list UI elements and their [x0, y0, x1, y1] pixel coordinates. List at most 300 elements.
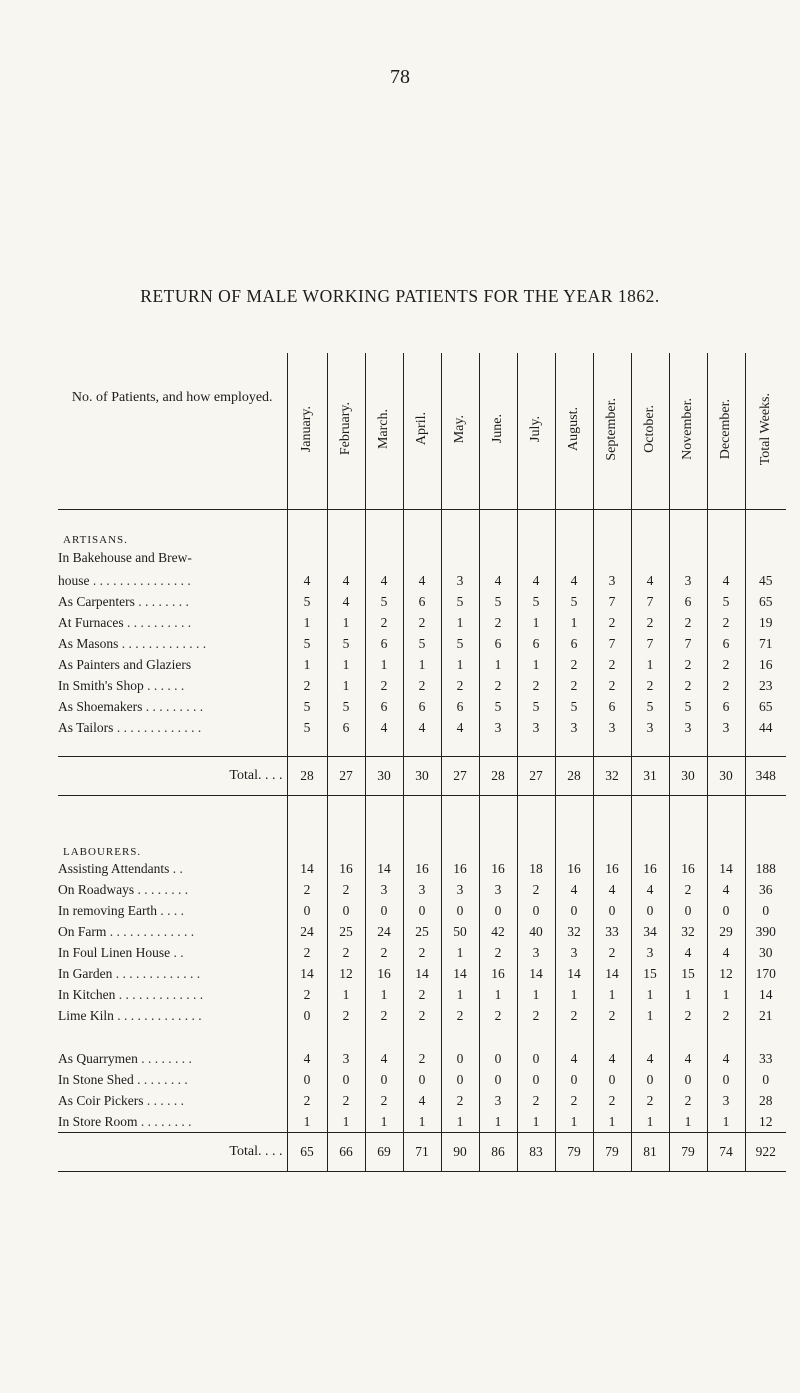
- table-cell: 5: [555, 591, 593, 612]
- total-cell: 65: [287, 1133, 327, 1172]
- table-cell: 1: [365, 984, 403, 1005]
- table-cell: 1: [631, 654, 669, 675]
- leader-dots: . .: [170, 945, 184, 960]
- row-label-text: As Quarrymen: [58, 1051, 138, 1066]
- table-cell: 5: [327, 633, 365, 654]
- column-header-month: [479, 353, 517, 510]
- table-cell: 2: [669, 879, 707, 900]
- table-cell: 4: [287, 1048, 327, 1069]
- table-cell: 3: [479, 1090, 517, 1111]
- table-row: [58, 633, 786, 654]
- table-cell: 1: [403, 654, 441, 675]
- total-row: [58, 1133, 786, 1172]
- spacer-row: [58, 738, 786, 757]
- table-cell: 4: [327, 570, 365, 591]
- column-header-month: [555, 353, 593, 510]
- empty-cell: [287, 510, 327, 547]
- table-cell: 2: [441, 1090, 479, 1111]
- table-cell: 2: [669, 1005, 707, 1026]
- table-header: [58, 353, 786, 510]
- table-cell: 3: [517, 717, 555, 738]
- empty-cell: [555, 738, 593, 757]
- table-cell: 36: [745, 879, 786, 900]
- table-cell: 4: [403, 717, 441, 738]
- table-cell: 0: [517, 1069, 555, 1090]
- table-cell: 5: [707, 591, 745, 612]
- table-cell: 2: [517, 1090, 555, 1111]
- total-cell: 79: [593, 1133, 631, 1172]
- row-label: [58, 675, 287, 696]
- row-label-text: In Foul Linen House: [58, 945, 171, 960]
- row-label-text: In Store Room: [58, 1114, 138, 1129]
- empty-cell: [479, 796, 517, 859]
- table-cell: 0: [479, 900, 517, 921]
- table-cell: 0: [745, 900, 786, 921]
- table-cell: 6: [365, 696, 403, 717]
- table-cell: 2: [365, 942, 403, 963]
- empty-cell: [58, 1026, 287, 1048]
- table-cell: 6: [327, 717, 365, 738]
- table-cell: 32: [555, 921, 593, 942]
- table-cell: 1: [441, 942, 479, 963]
- column-header-text: September.: [604, 397, 619, 461]
- table-cell: 4: [631, 879, 669, 900]
- empty-cell: [745, 1026, 786, 1048]
- table-cell: 25: [403, 921, 441, 942]
- table-cell: 2: [327, 879, 365, 900]
- empty-cell: [555, 546, 593, 570]
- table-cell: 2: [403, 1048, 441, 1069]
- empty-cell: [365, 546, 403, 570]
- table-cell: 3: [631, 717, 669, 738]
- table-cell: 0: [327, 1069, 365, 1090]
- table-cell: 24: [287, 921, 327, 942]
- table-cell: 6: [365, 633, 403, 654]
- column-header-month: [365, 353, 403, 510]
- table-cell: 2: [441, 675, 479, 696]
- leader-dots: . .: [169, 861, 183, 876]
- table-cell: 12: [745, 1111, 786, 1133]
- column-header-label: No. of Patients, and how employed.: [71, 390, 273, 405]
- table-cell: 6: [479, 633, 517, 654]
- table-cell: 1: [327, 984, 365, 1005]
- table-cell: 2: [287, 942, 327, 963]
- row-label: [58, 963, 287, 984]
- empty-cell: [593, 546, 631, 570]
- empty-cell: [707, 546, 745, 570]
- table-cell: 30: [745, 942, 786, 963]
- row-label: [58, 717, 287, 738]
- table-cell: 24: [365, 921, 403, 942]
- table-cell: 14: [287, 858, 327, 879]
- total-cell: 32: [593, 757, 631, 796]
- table-cell: 2: [403, 942, 441, 963]
- row-label: [58, 858, 287, 879]
- table-cell: 2: [441, 1005, 479, 1026]
- row-label: In Bakehouse and Brew-: [58, 550, 192, 565]
- table-cell: 16: [631, 858, 669, 879]
- leader-dots: . . . . . . . . . .: [123, 615, 192, 630]
- leader-dots: . . . . . . . . . . . . .: [113, 1008, 202, 1023]
- table-cell: 0: [745, 1069, 786, 1090]
- total-cell: 30: [403, 757, 441, 796]
- table-cell: 12: [707, 963, 745, 984]
- empty-cell: [669, 738, 707, 757]
- row-label: [58, 984, 287, 1005]
- table-cell: 2: [555, 654, 593, 675]
- table-cell: 4: [669, 942, 707, 963]
- empty-cell: [669, 1026, 707, 1048]
- row-label-text: As Coir Pickers: [58, 1093, 144, 1108]
- leader-dots: . . . . . . . . . . . . .: [118, 636, 207, 651]
- table-cell: 5: [287, 696, 327, 717]
- table-cell: 1: [593, 984, 631, 1005]
- table-cell: 0: [669, 900, 707, 921]
- table-cell: 3: [479, 717, 517, 738]
- table-cell: 4: [287, 570, 327, 591]
- empty-cell: [441, 796, 479, 859]
- table-cell: 4: [365, 570, 403, 591]
- table-cell: 3: [555, 717, 593, 738]
- total-cell: 27: [517, 757, 555, 796]
- table-cell: 5: [631, 696, 669, 717]
- table-cell: 6: [593, 696, 631, 717]
- table-cell: 4: [707, 570, 745, 591]
- total-cell: 79: [555, 1133, 593, 1172]
- table-cell: 1: [327, 1111, 365, 1133]
- table-cell: 1: [441, 654, 479, 675]
- table-cell: 1: [669, 1111, 707, 1133]
- total-cell: 922: [745, 1133, 786, 1172]
- table-cell: 5: [479, 696, 517, 717]
- empty-cell: [441, 1026, 479, 1048]
- table-cell: 4: [403, 1090, 441, 1111]
- table-cell: 45: [745, 570, 786, 591]
- table-cell: 2: [517, 675, 555, 696]
- total-cell: 71: [403, 1133, 441, 1172]
- table-cell: 2: [479, 942, 517, 963]
- row-label-text: In Smith's Shop: [58, 678, 144, 693]
- table-cell: 1: [287, 654, 327, 675]
- table-cell: 0: [593, 1069, 631, 1090]
- table-cell: 14: [745, 984, 786, 1005]
- table-cell: 2: [479, 1005, 517, 1026]
- table-row: [58, 1090, 786, 1111]
- table-row: [58, 1048, 786, 1069]
- leader-dots: . . . . . . . . .: [142, 699, 204, 714]
- table-row: [58, 717, 786, 738]
- leader-dots: . . . . . . . . . . . . .: [115, 987, 204, 1002]
- total-cell: 28: [287, 757, 327, 796]
- table-cell: 5: [669, 696, 707, 717]
- empty-cell: [745, 796, 786, 859]
- empty-cell: [593, 796, 631, 859]
- section-heading-row: [58, 796, 786, 859]
- table-cell: 1: [365, 654, 403, 675]
- empty-cell: [517, 1026, 555, 1048]
- table-row: [58, 1069, 786, 1090]
- table-cell: 14: [441, 963, 479, 984]
- row-label-text: As Shoemakers: [58, 699, 143, 714]
- table-cell: 4: [365, 1048, 403, 1069]
- table-cell: 16: [441, 858, 479, 879]
- table-cell: 7: [631, 633, 669, 654]
- leader-dots: . . . . . . . . . . . . .: [113, 720, 202, 735]
- column-header-text: July.: [528, 416, 543, 442]
- table-cell: 1: [517, 612, 555, 633]
- table-cell: 2: [593, 1090, 631, 1111]
- row-label-text: As Masons: [58, 636, 119, 651]
- table-cell: 2: [403, 675, 441, 696]
- table-cell: 4: [631, 1048, 669, 1069]
- total-cell: 69: [365, 1133, 403, 1172]
- empty-cell: [287, 546, 327, 570]
- column-header-text: April.: [414, 412, 429, 446]
- table-cell: 0: [479, 1069, 517, 1090]
- table-cell: 4: [365, 717, 403, 738]
- empty-cell: [403, 546, 441, 570]
- leader-dots: . . . . . . . . . . . . .: [106, 924, 195, 939]
- table-cell: 0: [287, 1005, 327, 1026]
- table-cell: 6: [555, 633, 593, 654]
- table-cell: 16: [403, 858, 441, 879]
- row-label-text: house: [58, 573, 90, 588]
- leader-dots: . . . . . . . .: [134, 882, 189, 897]
- empty-cell: [631, 510, 669, 547]
- total-cell: 30: [669, 757, 707, 796]
- table-cell: 4: [517, 570, 555, 591]
- table-cell: 16: [555, 858, 593, 879]
- empty-cell: [479, 510, 517, 547]
- table-cell: 16: [669, 858, 707, 879]
- table-cell: 1: [707, 984, 745, 1005]
- table-cell: 1: [631, 984, 669, 1005]
- table-cell: 7: [593, 591, 631, 612]
- table-cell: 0: [555, 1069, 593, 1090]
- empty-cell: [403, 1026, 441, 1048]
- table-cell: 1: [517, 1111, 555, 1133]
- table-row: [58, 1111, 786, 1133]
- empty-cell: [441, 738, 479, 757]
- row-label: [58, 1048, 287, 1069]
- table-cell: 1: [593, 1111, 631, 1133]
- table-row: [58, 921, 786, 942]
- table-cell: 3: [631, 942, 669, 963]
- total-cell: 90: [441, 1133, 479, 1172]
- table-cell: 1: [517, 984, 555, 1005]
- table-cell: 0: [441, 1048, 479, 1069]
- column-header-text: December.: [718, 398, 733, 460]
- table-cell: 28: [745, 1090, 786, 1111]
- table-cell: 1: [287, 612, 327, 633]
- table-cell: 6: [403, 591, 441, 612]
- table-cell: 2: [403, 612, 441, 633]
- column-header-month: [707, 353, 745, 510]
- table-cell: 12: [327, 963, 365, 984]
- table-cell: 0: [669, 1069, 707, 1090]
- empty-cell: [327, 796, 365, 859]
- table-cell: 1: [631, 1005, 669, 1026]
- empty-cell: [365, 1026, 403, 1048]
- table-cell: 5: [287, 591, 327, 612]
- table-cell: 2: [555, 1005, 593, 1026]
- table-cell: 2: [287, 879, 327, 900]
- total-cell: 27: [327, 757, 365, 796]
- table-cell: 5: [287, 633, 327, 654]
- table-cell: 16: [327, 858, 365, 879]
- table-cell: 2: [365, 675, 403, 696]
- column-header-text: November.: [680, 398, 695, 460]
- table-cell: 0: [479, 1048, 517, 1069]
- table-cell: 1: [441, 984, 479, 1005]
- table-cell: 0: [555, 900, 593, 921]
- table-cell: 1: [441, 1111, 479, 1133]
- table-cell: 1: [327, 675, 365, 696]
- total-row: [58, 757, 786, 796]
- row-label-text: Assisting Attendants: [58, 861, 170, 876]
- total-cell: 66: [327, 1133, 365, 1172]
- table-cell: 65: [745, 591, 786, 612]
- table-cell: 2: [479, 675, 517, 696]
- table-cell: 4: [327, 591, 365, 612]
- row-label: [58, 921, 287, 942]
- empty-cell: [403, 510, 441, 547]
- column-header-text: Total Weeks.: [757, 392, 773, 466]
- empty-cell: [441, 510, 479, 547]
- column-header-month: [517, 353, 555, 510]
- table-cell: 4: [593, 1048, 631, 1069]
- table-cell: 2: [479, 612, 517, 633]
- page-number: 78: [390, 66, 410, 88]
- table-cell: 2: [593, 1005, 631, 1026]
- column-header-text: January.: [299, 405, 314, 453]
- empty-cell: [593, 738, 631, 757]
- table-cell: 2: [593, 942, 631, 963]
- total-cell: 81: [631, 1133, 669, 1172]
- table-cell: 7: [669, 633, 707, 654]
- table-cell: 25: [327, 921, 365, 942]
- table-cell: 3: [707, 717, 745, 738]
- empty-cell: [707, 510, 745, 547]
- total-label: Total. . . .: [58, 1133, 287, 1172]
- column-header-text: February.: [338, 402, 353, 456]
- empty-cell: [403, 738, 441, 757]
- table-cell: 14: [555, 963, 593, 984]
- table-cell: 4: [707, 942, 745, 963]
- row-label-text: In removing Earth: [58, 903, 157, 918]
- table-cell: 3: [365, 879, 403, 900]
- table-cell: 1: [707, 1111, 745, 1133]
- column-header-month: [287, 353, 327, 510]
- empty-cell: [327, 510, 365, 547]
- empty-cell: [555, 796, 593, 859]
- table-row: [58, 591, 786, 612]
- table-cell: 6: [669, 591, 707, 612]
- total-label: Total. . . .: [58, 757, 287, 796]
- total-cell: 27: [441, 757, 479, 796]
- column-header-month: [403, 353, 441, 510]
- table-cell: 6: [517, 633, 555, 654]
- table-cell: 2: [669, 1090, 707, 1111]
- column-header-text: March.: [376, 408, 391, 450]
- table-cell: 2: [631, 612, 669, 633]
- spacer-row: [58, 1026, 786, 1048]
- row-label-text: As Painters and Glaziers: [58, 657, 192, 672]
- table-row: [58, 654, 786, 675]
- table-cell: 14: [365, 858, 403, 879]
- total-cell: 30: [707, 757, 745, 796]
- empty-cell: [593, 1026, 631, 1048]
- table-cell: 2: [365, 1090, 403, 1111]
- empty-cell: [327, 546, 365, 570]
- empty-cell: [403, 796, 441, 859]
- table-cell: 1: [517, 654, 555, 675]
- row-label-text: Lime Kiln: [58, 1008, 114, 1023]
- column-header-month: [441, 353, 479, 510]
- empty-cell: [669, 510, 707, 547]
- empty-cell: [517, 546, 555, 570]
- table-row: [58, 612, 786, 633]
- table-cell: 2: [327, 1090, 365, 1111]
- table-cell: 16: [745, 654, 786, 675]
- table-cell: 14: [593, 963, 631, 984]
- table-cell: 33: [593, 921, 631, 942]
- table-cell: 42: [479, 921, 517, 942]
- empty-cell: [555, 510, 593, 547]
- empty-cell: [669, 546, 707, 570]
- row-label: [58, 591, 287, 612]
- empty-cell: [479, 546, 517, 570]
- empty-cell: [365, 738, 403, 757]
- table-cell: 14: [287, 963, 327, 984]
- column-header-text: June.: [490, 414, 505, 444]
- table-cell: 2: [555, 675, 593, 696]
- empty-cell: [745, 738, 786, 757]
- empty-cell: [287, 1026, 327, 1048]
- empty-cell: [365, 510, 403, 547]
- table-cell: 0: [631, 900, 669, 921]
- table-cell: 3: [669, 570, 707, 591]
- table-cell: 1: [631, 1111, 669, 1133]
- row-label: [58, 696, 287, 717]
- column-header-month: [631, 353, 669, 510]
- table-cell: 4: [669, 1048, 707, 1069]
- table-cell: 2: [287, 675, 327, 696]
- page-title: RETURN OF MALE WORKING PATIENTS FOR THE YEAR 1862.: [140, 286, 660, 306]
- column-header-text: August.: [566, 407, 581, 451]
- table-cell: 50: [441, 921, 479, 942]
- empty-cell: [631, 1026, 669, 1048]
- table-cell: 4: [555, 570, 593, 591]
- section-heading: ARTISANS.: [63, 534, 128, 546]
- table-cell: 0: [707, 900, 745, 921]
- row-label-text: On Farm: [58, 924, 107, 939]
- row-label: [58, 1069, 287, 1090]
- table-cell: 4: [479, 570, 517, 591]
- row-label: [58, 900, 287, 921]
- row-label: [58, 1005, 287, 1026]
- row-label-text: On Roadways: [58, 882, 135, 897]
- table-cell: 0: [365, 1069, 403, 1090]
- table-cell: 14: [403, 963, 441, 984]
- empty-cell: [707, 796, 745, 859]
- table-row: [58, 858, 786, 879]
- row-label-text: As Tailors: [58, 720, 114, 735]
- empty-cell: [631, 738, 669, 757]
- table-cell: 2: [669, 675, 707, 696]
- column-header-month: [593, 353, 631, 510]
- table-cell: 3: [403, 879, 441, 900]
